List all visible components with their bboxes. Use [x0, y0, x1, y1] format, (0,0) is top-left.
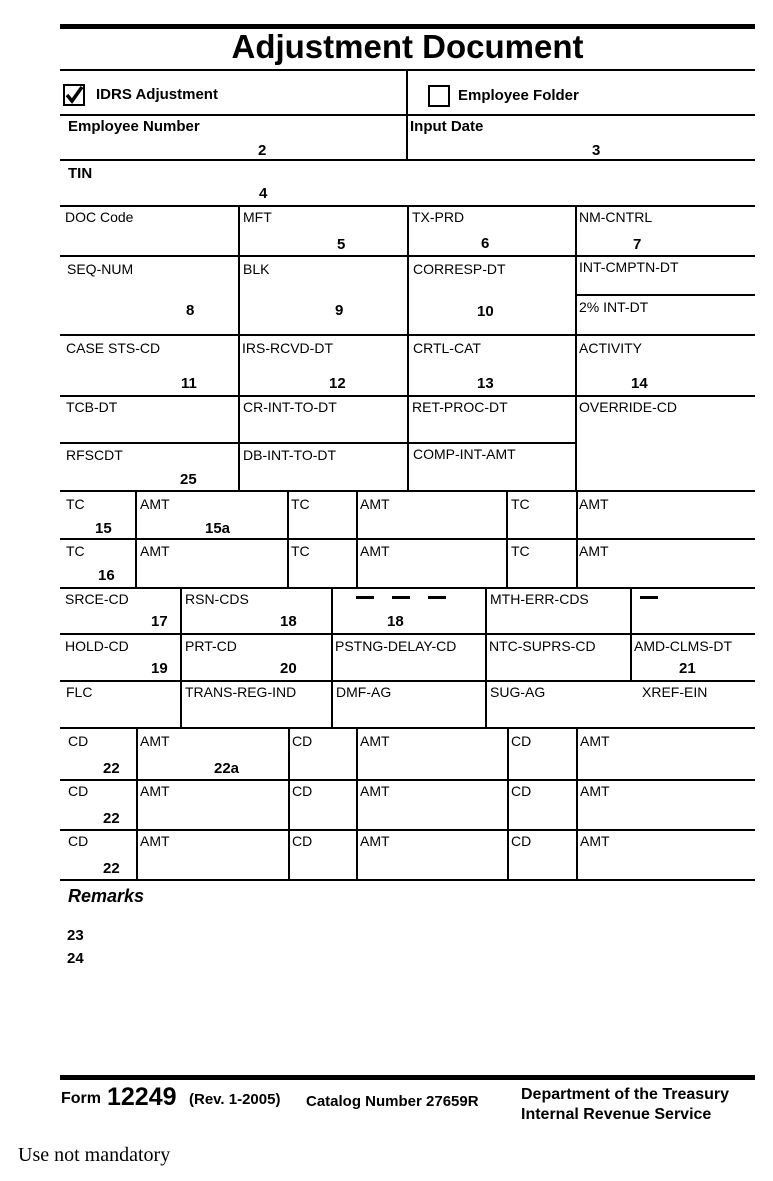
dash-mark	[428, 596, 446, 599]
doc-code-label: DOC Code	[65, 209, 134, 225]
amt-label: AMT	[140, 543, 170, 559]
rfscdt-label: RFSCDT	[66, 447, 123, 463]
tin-num: 4	[259, 185, 268, 202]
xref-ein-label: XREF-EIN	[642, 684, 708, 700]
rule	[60, 633, 755, 635]
rule	[60, 442, 576, 444]
tc-label: TC	[511, 543, 530, 559]
blk-label: BLK	[243, 261, 270, 277]
rule	[60, 538, 755, 540]
pct-int-dt-label: 2% INT-DT	[579, 299, 649, 315]
rule	[60, 587, 755, 589]
footer-rule	[60, 1075, 755, 1080]
override-cd-label: OVERRIDE-CD	[579, 399, 678, 415]
db-int-to-dt-label: DB-INT-TO-DT	[243, 447, 337, 463]
mft-label: MFT	[243, 209, 272, 225]
idrs-adjustment-label: IDRS Adjustment	[96, 86, 218, 103]
int-cmptn-dt-label: INT-CMPTN-DT	[579, 259, 679, 275]
cd-label: CD	[68, 833, 89, 849]
tx-prd-label: TX-PRD	[412, 209, 465, 225]
checkmark-icon	[65, 86, 83, 104]
ntc-suprs-cd-label: NTC-SUPRS-CD	[489, 638, 596, 654]
divider	[507, 727, 509, 881]
hold-cd-label: HOLD-CD	[65, 638, 129, 654]
amt-label: AMT	[360, 733, 390, 749]
case-sts-cd-label: CASE STS-CD	[66, 340, 161, 356]
divider	[576, 727, 578, 881]
comp-int-amt-label: COMP-INT-AMT	[413, 446, 516, 462]
nm-cntrl-num: 7	[633, 236, 642, 253]
rule	[60, 395, 755, 397]
cd-label: CD	[292, 783, 313, 799]
corresp-dt-num: 10	[477, 303, 494, 320]
cd-label: CD	[511, 783, 532, 799]
rule	[575, 294, 755, 296]
activity-label: ACTIVITY	[579, 340, 643, 356]
divider	[136, 727, 138, 881]
amt-num-22a: 22a	[214, 760, 240, 777]
idrs-adjustment-checkbox[interactable]	[63, 84, 85, 106]
rule	[60, 680, 755, 682]
nm-cntrl-label: NM-CNTRL	[579, 209, 653, 225]
amt-label: AMT	[140, 733, 170, 749]
ret-proc-dt-label: RET-PROC-DT	[412, 399, 508, 415]
cd-num-22: 22	[103, 860, 120, 877]
divider	[331, 587, 333, 728]
amt-label: AMT	[140, 496, 170, 512]
cd-num-22: 22	[103, 760, 120, 777]
tc-label: TC	[291, 496, 310, 512]
blk-num: 9	[335, 302, 344, 319]
divider	[288, 727, 290, 881]
rsn-cds-extra-num: 18	[387, 613, 404, 630]
corresp-dt-label: CORRESP-DT	[413, 261, 506, 277]
cd-label: CD	[511, 833, 532, 849]
dash-mark	[392, 596, 410, 599]
divider	[180, 587, 182, 728]
rule	[60, 255, 755, 257]
tx-prd-num: 6	[481, 235, 490, 252]
divider	[575, 205, 577, 492]
prt-cd-num: 20	[280, 660, 297, 677]
form-title: Adjustment Document	[231, 28, 584, 65]
crtl-cat-label: CRTL-CAT	[413, 340, 481, 356]
rule	[60, 727, 755, 729]
dash-mark	[640, 596, 658, 599]
cd-label: CD	[292, 733, 313, 749]
cd-label: CD	[68, 783, 89, 799]
activity-num: 14	[631, 375, 648, 392]
rule	[60, 779, 755, 781]
divider	[356, 727, 358, 881]
amt-num-15a: 15a	[205, 520, 231, 537]
cd-label: CD	[511, 733, 532, 749]
employee-folder-checkbox[interactable]	[428, 85, 450, 107]
case-sts-cd-num: 11	[181, 375, 197, 392]
form-prefix: Form	[61, 1090, 101, 1107]
tc-num-15: 15	[95, 520, 112, 537]
employee-number-label: Employee Number	[68, 118, 200, 135]
agency: Internal Revenue Service	[521, 1106, 712, 1123]
tcb-dt-label: TCB-DT	[66, 399, 118, 415]
amd-clms-dt-label: AMD-CLMS-DT	[634, 638, 732, 654]
flc-label: FLC	[66, 684, 93, 700]
divider	[238, 205, 240, 492]
cd-label: CD	[292, 833, 313, 849]
divider	[485, 587, 487, 728]
amt-label: AMT	[360, 543, 390, 559]
amd-clms-dt-num: 21	[679, 660, 696, 677]
amt-label: AMT	[140, 833, 170, 849]
remarks-num-24: 24	[67, 950, 84, 967]
rule	[60, 829, 755, 831]
rule	[60, 114, 755, 116]
usage-note: Use not mandatory	[18, 1144, 171, 1166]
seq-num-label: SEQ-NUM	[67, 261, 134, 277]
cr-int-to-dt-label: CR-INT-TO-DT	[243, 399, 337, 415]
amt-label: AMT	[580, 833, 610, 849]
input-date-label: Input Date	[410, 118, 484, 135]
divider	[407, 205, 409, 492]
tc-label: TC	[511, 496, 530, 512]
irs-rcvd-dt-label: IRS-RCVD-DT	[242, 340, 333, 356]
seq-num-num: 8	[186, 302, 195, 319]
mft-num: 5	[337, 236, 346, 253]
rsn-cds-num: 18	[280, 613, 297, 630]
input-date-num: 3	[592, 142, 601, 159]
tc-label: TC	[66, 543, 85, 559]
catalog-number: Catalog Number 27659R	[306, 1093, 479, 1110]
rfscdt-num: 25	[180, 471, 197, 488]
tin-label: TIN	[68, 165, 93, 182]
dash-mark	[356, 596, 374, 599]
srce-cd-label: SRCE-CD	[65, 591, 129, 607]
amt-label: AMT	[579, 496, 609, 512]
irs-rcvd-dt-num: 12	[329, 375, 346, 392]
amt-label: AMT	[360, 833, 390, 849]
department: Department of the Treasury	[521, 1086, 730, 1103]
rsn-cds-label: RSN-CDS	[185, 591, 249, 607]
amt-label: AMT	[579, 543, 609, 559]
trans-reg-ind-label: TRANS-REG-IND	[185, 684, 297, 700]
dmf-ag-label: DMF-AG	[336, 684, 392, 700]
prt-cd-label: PRT-CD	[185, 638, 237, 654]
crtl-cat-num: 13	[477, 375, 494, 392]
rule	[60, 334, 755, 336]
employee-folder-label: Employee Folder	[458, 87, 579, 104]
amt-label: AMT	[580, 733, 610, 749]
tc-label: TC	[291, 543, 310, 559]
form-rev: (Rev. 1-2005)	[189, 1091, 281, 1108]
cd-num-22: 22	[103, 810, 120, 827]
amt-label: AMT	[580, 783, 610, 799]
remarks-label: Remarks	[68, 886, 145, 906]
tc-num-16: 16	[98, 567, 115, 584]
rule	[60, 879, 755, 881]
hold-cd-num: 19	[151, 660, 168, 677]
sug-ag-label: SUG-AG	[490, 684, 546, 700]
employee-number-num: 2	[258, 142, 267, 159]
tc-label: TC	[66, 496, 85, 512]
remarks-num-23: 23	[67, 927, 84, 944]
srce-cd-num: 17	[151, 613, 168, 630]
mth-err-cds-label: MTH-ERR-CDS	[490, 591, 589, 607]
amt-label: AMT	[360, 783, 390, 799]
rule	[60, 490, 755, 492]
cd-label: CD	[68, 733, 89, 749]
pstng-delay-cd-label: PSTNG-DELAY-CD	[335, 638, 457, 654]
amt-label: AMT	[360, 496, 390, 512]
amt-label: AMT	[140, 783, 170, 799]
form-number: 12249	[107, 1083, 177, 1111]
rule	[60, 159, 755, 161]
